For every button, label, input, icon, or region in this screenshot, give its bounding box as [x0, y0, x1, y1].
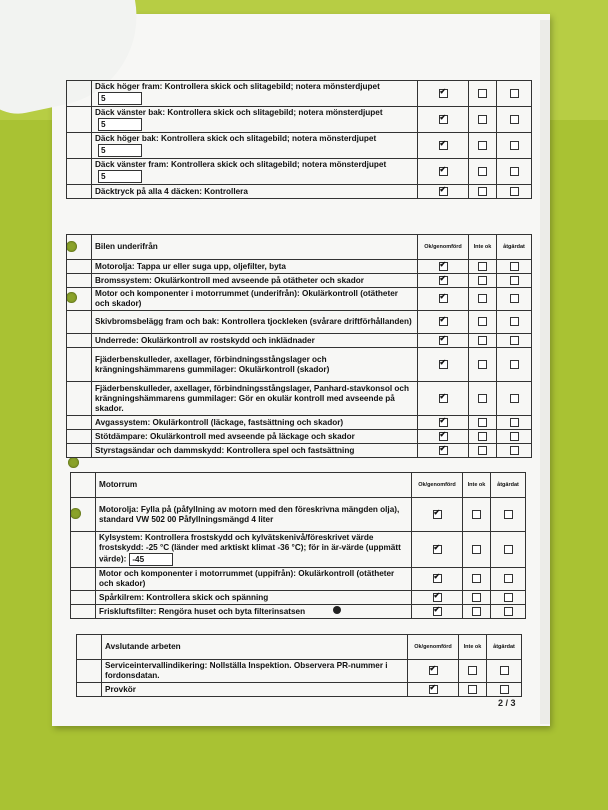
checkbox-cell: [469, 288, 497, 311]
checkbox-cell: [463, 568, 491, 591]
section-header: [71, 473, 526, 498]
measured-value-field[interactable]: 5: [98, 118, 142, 131]
checkbox-fixed[interactable]: [510, 360, 519, 369]
row-label: Däck höger bak: Kontrollera skick och slitagebild; notera mönsterdjupet: [95, 134, 377, 143]
checkbox-cell: [418, 311, 469, 334]
checklist-row: [77, 660, 522, 683]
checkbox-cell: [497, 260, 532, 274]
checkbox-cell: [497, 133, 532, 159]
row-label: Däcktryck på alla 4 däcken: Kontrollera: [95, 186, 248, 196]
row-label: Stötdämpare: Okulärkontroll med avseende på läckage och skador: [95, 431, 355, 441]
row-label-cell: [92, 444, 418, 458]
checkbox-done[interactable]: [439, 294, 448, 303]
checkbox-done[interactable]: [439, 167, 448, 176]
checkbox-cell: [418, 430, 469, 444]
checkbox-cell: [497, 444, 532, 458]
row-index-cell: [67, 416, 92, 430]
row-label: Friskluftsfilter: Rengöra huset och byta filterinsatsen: [99, 606, 306, 616]
checkbox-cell: [459, 660, 487, 683]
column-done: Ok/genomförd: [418, 235, 469, 260]
checkbox-cell: [418, 260, 469, 274]
row-label-cell: [96, 605, 412, 619]
checkbox-cell: [418, 185, 469, 199]
checkbox-not-ok[interactable]: [478, 276, 487, 285]
column-not-ok: Inte ok: [463, 473, 491, 498]
row-label-cell: [96, 591, 412, 605]
checkbox-cell: [491, 605, 526, 619]
checklist-row: [67, 382, 532, 416]
row-index-cell: [67, 107, 92, 133]
underbody-table: [66, 234, 532, 458]
row-label: Fjäderbenskulleder, axellager, förbindningsstångslager och krängningshämmarens gummilager: Okulärkontroll (skador): [95, 354, 330, 374]
row-label: Däck höger fram: Kontrollera skick och slitagebild; notera mönsterdjupet: [95, 82, 380, 91]
checklist-row: [67, 430, 532, 444]
checklist-row: [67, 81, 532, 107]
row-index-cell: [77, 683, 102, 697]
row-index-cell: [77, 660, 102, 683]
row-index-cell: [67, 260, 92, 274]
row-index-cell: [67, 185, 92, 199]
checklist-row: [77, 683, 522, 697]
page-number: 2 / 3: [498, 698, 516, 708]
checklist-row: [67, 185, 532, 199]
checkbox-done[interactable]: [439, 446, 448, 455]
checkbox-done[interactable]: [439, 394, 448, 403]
checkbox-cell: [497, 311, 532, 334]
checkbox-done[interactable]: [429, 685, 438, 694]
checkbox-not-ok[interactable]: [472, 607, 481, 616]
checklist-row: [71, 605, 526, 619]
row-label: Motor och komponenter i motorrummet (uppifrån): Okulärkontroll (otätheter och skador): [99, 569, 395, 588]
row-index-cell: [67, 430, 92, 444]
checkbox-fixed[interactable]: [504, 574, 513, 583]
checkbox-not-ok[interactable]: [478, 336, 487, 345]
checkbox-fixed[interactable]: [510, 89, 519, 98]
checklist-row: [67, 311, 532, 334]
checkbox-fixed[interactable]: [510, 141, 519, 150]
row-index-cell: [71, 498, 96, 532]
checkbox-cell: [491, 498, 526, 532]
measured-value-field[interactable]: -45: [129, 553, 173, 566]
row-label: Fjäderbenskulleder, axellager, förbindningsstångslager, Panhard-stavkonsol och krängningshämmarens gummilager: Gör en okulär kontroll med avseende på skador.: [95, 383, 409, 413]
row-label-cell: [92, 288, 418, 311]
section-header: [77, 635, 522, 660]
checkbox-fixed[interactable]: [500, 685, 509, 694]
checkbox-fixed[interactable]: [510, 394, 519, 403]
checkbox-fixed[interactable]: [500, 666, 509, 675]
row-label-cell: [102, 683, 408, 697]
row-label-cell: [96, 568, 412, 591]
measured-value-field[interactable]: 5: [98, 92, 142, 105]
checkbox-cell: [469, 416, 497, 430]
column-fixed: åtgärdat: [497, 235, 532, 260]
checkbox-done[interactable]: [439, 336, 448, 345]
row-label-cell: [92, 107, 418, 133]
row-label-cell: [96, 532, 412, 568]
row-label-cell: [92, 311, 418, 334]
checkbox-fixed[interactable]: [510, 115, 519, 124]
checkbox-not-ok[interactable]: [478, 262, 487, 271]
checklist-row: [67, 107, 532, 133]
checkbox-cell: [463, 532, 491, 568]
checkbox-cell: [418, 107, 469, 133]
checkbox-not-ok[interactable]: [478, 418, 487, 427]
checkbox-cell: [469, 274, 497, 288]
checkbox-cell: [412, 532, 463, 568]
checkbox-not-ok[interactable]: [468, 685, 477, 694]
checkbox-cell: [469, 260, 497, 274]
row-index-cell: [67, 81, 92, 107]
checkbox-cell: [463, 498, 491, 532]
row-label: Provkör: [105, 684, 136, 694]
row-label: Kylsystem: Kontrollera frostskydd och kylvätskenivå/föreskrivet värde frostskydd: -25 °C (länder med arktiskt klimat -36 °C); för in är-värde (uppmätt värde):: [99, 533, 401, 564]
checkbox-fixed[interactable]: [510, 276, 519, 285]
checklist-row: [67, 159, 532, 185]
row-label: Avgassystem: Okulärkontroll (läckage, fastsättning och skador): [95, 417, 344, 427]
row-label: Styrstagsändar och dammskydd: Kontrollera spel och fastsättning: [95, 445, 355, 455]
checkbox-fixed[interactable]: [504, 593, 513, 602]
checkbox-cell: [497, 81, 532, 107]
checklist-row: [71, 591, 526, 605]
checkbox-cell: [491, 591, 526, 605]
checkbox-cell: [469, 348, 497, 382]
row-index-cell: [67, 334, 92, 348]
checkbox-not-ok[interactable]: [478, 141, 487, 150]
checkbox-cell: [469, 382, 497, 416]
row-label: Serviceintervallindikering: Nollställa Inspektion. Observera PR-nummer i fordonsdatan.: [105, 661, 388, 680]
checkbox-cell: [497, 430, 532, 444]
checkbox-cell: [491, 568, 526, 591]
checkbox-cell: [463, 591, 491, 605]
tires-table: [66, 80, 532, 199]
row-index-cell: [71, 605, 96, 619]
checklist-row: [67, 444, 532, 458]
checklist-row: [71, 532, 526, 568]
checkbox-cell: [412, 605, 463, 619]
checkbox-cell: [497, 185, 532, 199]
row-label-cell: [92, 159, 418, 185]
checkbox-cell: [497, 288, 532, 311]
row-label: Motor och komponenter i motorrummet (underifrån): Okulärkontroll (otätheter och skador): [95, 289, 398, 308]
checkbox-cell: [497, 334, 532, 348]
checkbox-cell: [469, 185, 497, 199]
checkbox-done[interactable]: [429, 666, 438, 675]
checkbox-cell: [412, 591, 463, 605]
section-header: [67, 235, 532, 260]
checkbox-cell: [491, 532, 526, 568]
row-label-cell: [92, 334, 418, 348]
checkbox-cell: [459, 683, 487, 697]
checklist-row: [67, 348, 532, 382]
checklist-row: [71, 498, 526, 532]
row-label-cell: [92, 133, 418, 159]
checkbox-fixed[interactable]: [510, 167, 519, 176]
engine-rows: [71, 498, 526, 619]
row-label-cell: [96, 498, 412, 532]
checkbox-cell: [418, 382, 469, 416]
checkbox-done[interactable]: [439, 187, 448, 196]
checkbox-cell: [418, 348, 469, 382]
final-rows: [77, 660, 522, 697]
row-label-cell: [92, 274, 418, 288]
paper-edge: [540, 20, 550, 724]
checkbox-done[interactable]: [433, 574, 442, 583]
column-fixed: åtgärdat: [487, 635, 522, 660]
row-index-cell: [67, 382, 92, 416]
checkbox-done[interactable]: [439, 317, 448, 326]
checkbox-done[interactable]: [439, 141, 448, 150]
checklist-row: [67, 133, 532, 159]
checkbox-cell: [469, 159, 497, 185]
checkbox-not-ok[interactable]: [468, 666, 477, 675]
checkbox-cell: [497, 107, 532, 133]
row-label-cell: [92, 382, 418, 416]
checkbox-cell: [418, 274, 469, 288]
checkbox-done[interactable]: [439, 276, 448, 285]
row-label: Skivbromsbelägg fram och bak: Kontrollera tjockleken (svårare driftförhållanden): [95, 317, 412, 326]
row-index-cell: [71, 568, 96, 591]
checkbox-not-ok[interactable]: [478, 446, 487, 455]
checkbox-cell: [469, 444, 497, 458]
punch-hole: [68, 457, 79, 468]
column-done: Ok/genomförd: [412, 473, 463, 498]
checkbox-not-ok[interactable]: [478, 187, 487, 196]
checkbox-not-ok[interactable]: [478, 89, 487, 98]
checkbox-not-ok[interactable]: [472, 545, 481, 554]
column-not-ok: Inte ok: [469, 235, 497, 260]
row-label: Motorolja: Tappa ur eller suga upp, oljefilter, byta: [95, 261, 286, 271]
row-label-cell: [92, 416, 418, 430]
column-not-ok: Inte ok: [459, 635, 487, 660]
row-label-cell: [92, 81, 418, 107]
checkbox-not-ok[interactable]: [478, 360, 487, 369]
checkbox-fixed[interactable]: [510, 317, 519, 326]
row-index-cell: [67, 274, 92, 288]
checkbox-not-ok[interactable]: [472, 510, 481, 519]
row-label-cell: [102, 660, 408, 683]
section-title: Motorrum: [96, 473, 412, 498]
measured-value-field[interactable]: 5: [98, 170, 142, 183]
row-label: Bromssystem: Okulärkontroll med avseende på otätheter och skador: [95, 275, 364, 285]
row-label-cell: [92, 185, 418, 199]
checkbox-cell: [469, 107, 497, 133]
checkbox-not-ok[interactable]: [478, 432, 487, 441]
checkbox-cell: [497, 348, 532, 382]
checklist-row: [71, 568, 526, 591]
row-label-cell: [92, 430, 418, 444]
checkbox-cell: [418, 81, 469, 107]
tires-rows: [67, 81, 532, 199]
row-label: Spårkilrem: Kontrollera skick och spänning: [99, 592, 269, 602]
checklist-row: [67, 334, 532, 348]
measured-value-field[interactable]: 5: [98, 144, 142, 157]
checkbox-fixed[interactable]: [510, 418, 519, 427]
checkbox-done[interactable]: [433, 545, 442, 554]
checkbox-not-ok[interactable]: [478, 294, 487, 303]
checkbox-not-ok[interactable]: [478, 115, 487, 124]
checkbox-done[interactable]: [433, 593, 442, 602]
checkbox-done[interactable]: [439, 432, 448, 441]
checkbox-not-ok[interactable]: [478, 317, 487, 326]
checkbox-cell: [469, 334, 497, 348]
checkbox-not-ok[interactable]: [478, 167, 487, 176]
checkbox-fixed[interactable]: [510, 294, 519, 303]
row-index-cell: [67, 288, 92, 311]
checkbox-done[interactable]: [433, 607, 442, 616]
checkbox-cell: [487, 660, 522, 683]
checkbox-fixed[interactable]: [510, 446, 519, 455]
checkbox-done[interactable]: [439, 418, 448, 427]
column-done: Ok/genomförd: [408, 635, 459, 660]
checkbox-fixed[interactable]: [504, 510, 513, 519]
checklist-row: [67, 274, 532, 288]
checkbox-done[interactable]: [439, 89, 448, 98]
row-index-cell: [71, 591, 96, 605]
row-label: Motorolja: Fylla på (påfyllning av motorn med den föreskrivna mängden olja), standard VW 502 00 Påfyllningsmängd 4 liter: [99, 504, 400, 524]
checkbox-not-ok[interactable]: [472, 593, 481, 602]
row-label: Däck vänster fram: Kontrollera skick och slitagebild; notera mönsterdjupet: [95, 160, 387, 169]
checkbox-cell: [412, 568, 463, 591]
checklist-row: [67, 416, 532, 430]
checkbox-not-ok[interactable]: [472, 574, 481, 583]
checkbox-cell: [418, 288, 469, 311]
ink-dot: [333, 606, 341, 614]
final-table: [76, 634, 522, 697]
checkbox-cell: [412, 498, 463, 532]
row-index-cell: [67, 348, 92, 382]
checkbox-done[interactable]: [439, 115, 448, 124]
checkbox-cell: [497, 274, 532, 288]
checkbox-cell: [487, 683, 522, 697]
checkbox-fixed[interactable]: [510, 262, 519, 271]
checkbox-cell: [497, 382, 532, 416]
row-index-cell: [67, 444, 92, 458]
checkbox-cell: [418, 444, 469, 458]
checkbox-fixed[interactable]: [504, 607, 513, 616]
section-title: Avslutande arbeten: [102, 635, 408, 660]
checkbox-cell: [463, 605, 491, 619]
checkbox-cell: [408, 660, 459, 683]
checkbox-cell: [418, 334, 469, 348]
checkbox-fixed[interactable]: [504, 545, 513, 554]
checkbox-cell: [418, 159, 469, 185]
row-label: Däck vänster bak: Kontrollera skick och slitagebild; notera mönsterdjupet: [95, 108, 383, 117]
checkbox-done[interactable]: [439, 360, 448, 369]
checkbox-cell: [418, 416, 469, 430]
row-index-cell: [67, 311, 92, 334]
checkbox-cell: [469, 133, 497, 159]
checkbox-fixed[interactable]: [510, 432, 519, 441]
row-index-cell: [67, 133, 92, 159]
checkbox-cell: [408, 683, 459, 697]
row-index-cell: [67, 159, 92, 185]
checkbox-cell: [469, 81, 497, 107]
checklist-row: [67, 288, 532, 311]
checkbox-fixed[interactable]: [510, 187, 519, 196]
checklist-row: [67, 260, 532, 274]
checkbox-done[interactable]: [433, 510, 442, 519]
checkbox-cell: [497, 159, 532, 185]
column-fixed: åtgärdat: [491, 473, 526, 498]
row-label-cell: [92, 348, 418, 382]
row-label-cell: [92, 260, 418, 274]
section-title: Bilen underifrån: [92, 235, 418, 260]
checkbox-fixed[interactable]: [510, 336, 519, 345]
checkbox-cell: [497, 416, 532, 430]
checkbox-cell: [469, 430, 497, 444]
checkbox-cell: [418, 133, 469, 159]
row-index-cell: [71, 532, 96, 568]
row-label: Underrede: Okulärkontroll av rostskydd och inklädnader: [95, 335, 315, 345]
checkbox-cell: [469, 311, 497, 334]
engine-table: [70, 472, 526, 619]
underbody-rows: [67, 260, 532, 458]
checkbox-not-ok[interactable]: [478, 394, 487, 403]
checkbox-done[interactable]: [439, 262, 448, 271]
